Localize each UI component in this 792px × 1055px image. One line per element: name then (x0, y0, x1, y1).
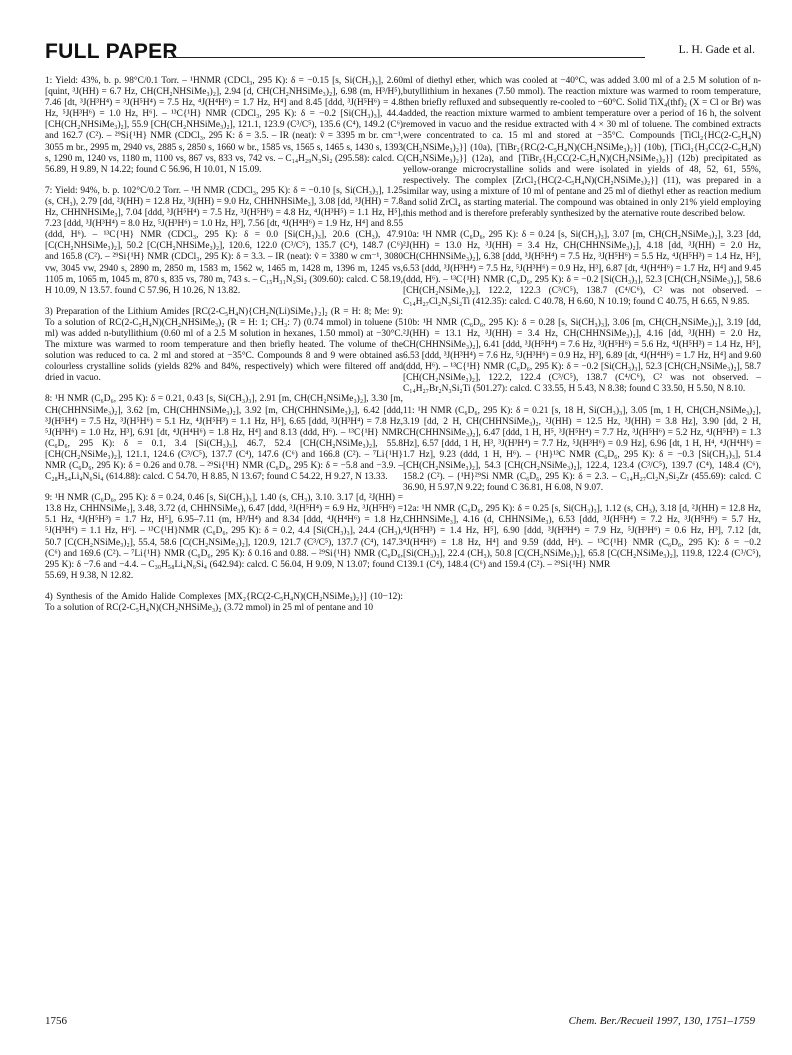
page-header (45, 36, 755, 66)
paragraph-compound-10b: 10b: ¹H NMR (C₆D₆, 295 K): δ = 0.28 [s, Si(CH₃)₃], 3.06 [m, CH(CH₂NSiMe₃)₂], 3.19 [dd, ²J(HH) = 13.1 Hz, ³J(HH) = 3.4 Hz, CH(CHHNSiMe₃)₂], 4.16 [dd, ³J(HH) = 2.0 Hz, CH(CHHNSiMe₃)₂], 6.41 [ddd, ³J(H⁵H⁴) = 7.6 Hz, ³J(H⁵H⁶) = 5.6 Hz, ⁴J(H⁵H³) = 1.4 Hz, H⁵], 6.53 [ddd, ³J(H³H⁴) = 7.6 Hz, ⁵J(H³H⁶) = 0.9 Hz, H³], 6.89 [dt, ⁴J(H⁴H⁶) = 1.7 Hz, H⁴] and 9.60 (ddd, H⁶). – ¹³C{¹H} NMR (C₆D₆, 295 K): δ = −0.2 [Si(CH₃)₃], 52.3 [CH(CH₂NSiMe₃)₂], 58.7 [CH(CH₂NSiMe₃)₂], 122.2, 122.4 (C³/C⁵), 138.7 (C⁴/C⁶), C² was not observed. – C₁₄H₂₇Br₂N₃Si₂Ti (501.27): calcd. C 33.55, H 5.43, N 8.38; found C 33.50, H 5.50, N 8.10. (403, 317, 761, 395)
paragraph-compound-10a: 10a: ¹H NMR (C₆D₆, 295 K): δ = 0.24 [s, Si(CH₃)₃], 3.07 [m, CH(CH₂NSiMe₃)₂], 3.23 [dd, ²J(HH) = 13.0 Hz, ³J(HH) = 3.4 Hz, CH(CHHNSiMe₃)₂], 4.18 [dd, ³J(HH) = 2.0 Hz, CH(CHHNSiMe₃)₂], 6.38 [ddd, ³J(H⁵H⁴) = 7.5 Hz, ³J(H⁵H⁶) = 5.5 Hz, ⁴J(H⁵H³) = 1.4 Hz, H⁵], 6.53 [ddd, ³J(H³H⁴) = 7.5 Hz, ⁵J(H³H⁶) = 0.9 Hz, H³], 6.87 [dt, ⁴J(H⁴H⁶) = 1.7 Hz, H⁴] and 9.45 (ddd, H⁶). – ¹³C{¹H} NMR (C₆D₆, 295 K): δ = −0.2 [Si(CH₃)₃], 52.3 [CH(CH₂NSiMe₃)₂], 58.6 [CH(CH₂NSiMe₃)₂], 122.2, 122.3 (C³/C⁵), 138.7 (C⁴/C⁶), C² was not observed. – C₁₄H₂₇Cl₂N₃Si₂Ti (412.35): calcd. C 40.78, H 6.60, N 10.19; found C 40.75, H 6.65, N 9.85. (403, 230, 761, 307)
page-footer (45, 1015, 755, 1029)
journal-citation: Chem. Ber./Recueil 1997, 130, 1751–1759 (568, 1015, 755, 1027)
paragraph-amido-halide: 4) Synthesis of the Amido Halide Complexes [MX₂{RC(2-C₅H₄N)(CH₂NSiMe₃)₂}] (10−12): To a solution of RC(2-C₅H₄N)(CH₂NHSiMe₃)₂ (3.72 mmol) in 25 ml of pentane and 10 (45, 591, 403, 614)
paragraph-compound-12a: 12a: ¹H NMR (C₆D₆, 295 K): δ = 0.25 [s, Si(CH₃)₃], 1.12 (s, CH₃), 3.18 [d, ²J(HH) = 12.8 Hz, CHHNSiMe₃], 4.16 (d, CHHNSiMe₃), 6.53 [ddd, ³J(H⁵H⁴) = 7.2 Hz, ³J(H⁵H⁶) = 5.7 Hz, ⁴J(H⁵H³) = 1.4 Hz, H⁵], 6.90 [ddd, ³J(H³H⁴) = 7.9 Hz, ⁵J(H³H⁶) = 0.6 Hz, H³], 7.12 [dt, ⁴J(H⁴H⁶) = 1.8 Hz, H⁴] and 9.59 (ddd, H⁶). – ¹³C{¹H} NMR (C₆D₆, 295 K): δ = −0.2 [Si(CH₃)₃], 22.4 (CH₃), 50.8 [C(CH₂NSiMe₃)₂], 65.8 [C(CH₂NSiMe₃)₂], 119.8, 122.4 (C³/C⁵), 139.1 (C⁴), 148.4 (C⁶) and 159.4 (C²). – ²⁹Si{¹H} NMR (403, 504, 761, 570)
paragraph-compound-1: 1: Yield: 43%, b. p. 98°C/0.1 Torr. – ¹HNMR (CDCl₃, 295 K): δ = −0.15 [s, Si(CH₃)₃], 2.60 [quint, ³J(HH) = 6.7 Hz, CH(CH₂NHSiMe₃)₂], 2.94 [d, CH(CH₂NHSiMe₃)₂], 6.98 (m, H³/H⁵), 7.46 [dt, ³J(H³H⁴) = ³J(H⁵H⁴) = 7.5 Hz, ⁴J(H⁴H⁶) = 1.7 Hz, H⁴] and 8.45 [ddd, ³J(H⁵H⁶) = 4.8 Hz, ⁵J(H³H⁶) = 1.0 Hz, H⁶]. – ¹³C{¹H} NMR (CDCl₃, 295 K): δ = −0.2 [Si(CH₃)₃], 44.4 [CH(CH₂NHSiMe₃)₂], 55.9 [CH(CH₂NHSiMe₃)₂], 121.1, 123.9 (C³/C⁵), 135.6 (C⁴), 149.2 (C⁶) and 162.7 (C²). – ²⁹Si{¹H} NMR (CDCl₃, 295 K: δ = 3.5. – IR (neat): ṽ = 3395 m br. cm⁻¹, 3055 m br., 2995 m, 2940 vs, 2885 s, 2850 s, 1660 w br., 1585 vs, 1565 s, 1465 s, 1430 s, 1393 s, 1290 m, 1240 vs, 1180 m, 1100 vs, 867 vs, 833 vs, 742 vs. – C₁₄H₂₉N₃Si₂ (295.58): calcd. C 56.89, H 9.89, N 14.22; found C 56.96, H 10.01, N 15.09. (45, 76, 403, 175)
header-rule (168, 57, 645, 58)
paragraph-compound-7: 7: Yield: 94%, b. p. 102°C/0.2 Torr. – ¹H NMR (CDCl₃, 295 K): δ = −0.10 [s, Si(CH₃)₃], 1.25 (s, CH₃), 2.79 [dd, ²J(HH) = 12.8 Hz, ³J(HH) = 9.0 Hz, CHHNHSiMe₃], 3.08 [dd, ³J(HH) = 7.8 Hz, CHHNHSiMe₃], 7.04 [ddd, ³J(H⁵H⁴) = 7.5 Hz, ³J(H⁵H⁶) = 4.8 Hz, ⁴J(H³H⁵) = 1.1 Hz, H⁵], 7.23 [ddd, ³J(H³H⁴) = 8.0 Hz, ⁵J(H³H⁶) = 1.0 Hz, H³], 7.56 [dt, ⁴J(H⁴H⁶) = 1.9 Hz, H⁴] and 8.55 (ddd, H⁶). – ¹³C{¹H} NMR (CDCl₃, 295 K): δ = 0.0 [Si(CH₃)₃], 20.6 (CH₃), 47.9 [C(CH₂NHSiMe₃)₂], 50.2 [C(CH₂NHSiMe₃)₂], 120.6, 122.0 (C³/C⁵), 135.7 (C⁴), 148.7 (C⁶) and 165.8 (C²). – ²⁹Si{¹H} NMR (CDCl₃, 295 K): δ = 3.3. – IR (neat): ṽ = 3380 w cm⁻¹, 3080 vw, 3045 vw, 2940 s, 2890 m, 2850 m, 1583 m, 1562 w, 1465 m, 1428 m, 1396 m, 1245 vs, 1105 m, 1065 m, 1045 m, 870 s, 835 vs, 780 m, 743 s. – C₁₅H₃₁N₃Si₂ (309.60): calcd. C 58.19, H 10.09, N 13.57. found C 57.96, H 10.26, N 13.82. (45, 185, 403, 296)
section-title: FULL PAPER (45, 40, 178, 63)
page-number: 1756 (45, 1015, 67, 1027)
paragraph-compound-8: 8: ¹H NMR (C₆D₆, 295 K): δ = 0.21, 0.43 [s, Si(CH₃)₃], 2.91 [m, CH(CH₂NSiMe₃)₂], 3.30 [m, CH(CHHNSiMe₃)₂], 3.62 [m, CH(CHHNSiMe₃)₂], 3.92 [m, CH(CHHNSiMe₃)₂], 6.42 [ddd, ³J(H⁵H⁴) = 7.5 Hz, ³J(H⁵H⁶) = 5.1 Hz, ⁴J(H⁵H³) = 1.1 Hz, H⁵], 6.65 [ddd, ³J(H³H⁴) = 7.8 Hz, ⁵J(H³H⁶) = 1.0 Hz, H³], 6.91 [dt, ⁴J(H⁴H⁶) = 1.8 Hz, H⁴] and 8.13 (ddd, H⁶). – ¹³C{¹H} NMR (C₆D₆, 295 K): δ = 0.1, 3.4 [Si(CH₃)₃], 46.7, 52.4 [CH(CH₂NSiMe₃)₂], 55.8 [CH(CH₂NSiMe₃)₂], 121.1, 124.6 (C³/C⁵), 137.7 (C⁴), 147.6 (C⁶) and 166.8 (C²). – ⁷Li{¹H} NMR (C₆D₆, 295 K): δ = 0.26 and 0.78. – ²⁹Si{¹H} NMR (C₆D₆, 295 K): δ = −5.8 and −3.9. – C₂₈H₅₄Li₄N₆Si₄ (614.88): calcd. C 54.70, H 8.85, N 13.67; found C 54.22, H 9.27, N 13.33. (45, 394, 403, 483)
paragraph-compound-11: 11: ¹H NMR (C₆D₆, 295 K): δ = 0.21 [s, 18 H, Si(CH₃)₃], 3.05 [m, 1 H, CH(CH₂NSiMe₃)₂], 3.19 [dd, 2 H, CH(CHHNSiMe₃)₂, ²J(HH) = 12.5 Hz, ³J(HH) = 3.8 Hz], 3.90 [dd, 2 H, CH(CHHNSiMe₃)₂], 6.47 [ddd, 1 H, H⁵, ³J(H⁵H⁴) = 7.7 Hz, ³J(H⁵H⁶) = 5.2 Hz, ⁴J(H⁵H³) = 1.3 Hz], 6.57 [ddd, 1 H, H³, ³J(H³H⁴) = 7.7 Hz, ⁵J(H³H⁶) = 0.9 Hz], 6.96 [dt, 1 H, H⁴, ⁴J(H⁴H⁶) = 1.7 Hz], 9.23 (ddd, 1 H, H⁶). – {¹H}¹³C NMR (C₆D₆, 295 K): δ = −0.3 [Si(CH₃)₃], 51.4 [CH(CH₂NSiMe₃)₂], 54.3 [CH(CH₂NSiMe₃)₂], 122.4, 123.4 (C³/C⁵), 139.7 (C⁴), 148.4 (C⁶), 158.2 (C²). – {¹H}²⁹Si NMR (C₆D₆, 295 K): δ = 2.3. – C₁₄H₂₇Cl₂N₃Si₂Zr (455.69): calcd. C 36.90, H 5.97,N 9.22; found C 36.81, H 6.08, N 9.07. (403, 405, 761, 494)
right-column (403, 76, 761, 581)
paragraph-amido-halide-cont: ml of diethyl ether, which was cooled at −40°C, was added 3.00 ml of a 2.5 M solution of n-butyllithium in hexanes (7.50 mmol). The reaction mixture was warmed to room temperature, then briefly refluxed and subsequently re-cooled to −60°C. Solid TiX₄(thf)₂ (X = Cl or Br) was added, the reaction mixture warmed to ambient temperature over a period of 16 h, the solvent removed in vacuo and the residue extracted with 4 × 30 ml of toluene. The combined extracts were concentrated to ca. 15 ml and stored at −35°C. Compounds [TiCl₂{HC(2-C₅H₄N)(CH₂NSiMe₃)₂}] (10a), [TiBr₂{RC(2-C₅H₄N)(CH₂NSiMe₃)₂}] (10b), [TiCl₂{H₃CC(2-C₅H₄N)(CH₂NSiMe₃)₂}] (12a), and [TiBr₂{H₃CC(2-C₅H₄N)(CH₂NSiMe₃)₂}] (12b) precipitated as yellow-orange microcrystalline solids and were isolated in yields of 48, 52, 61, 55%, respectively. The complex [ZrCl₂{HC(2-C₅H₄N)(CH₂NSiMe₃)₂}] (11), was prepared in a similar way, using a mixture of 10 ml of pentane and 25 ml of diethyl ether as reaction medium and solid ZrCl₄ as starting material. The compound was obtained in only 21% yield employing this method and is therefore preferably synthesized by the aternative route described below. (403, 76, 761, 220)
running-authors: L. H. Gade et al. (678, 44, 755, 56)
paragraph-compound-9: 9: ¹H NMR (C₆D₆, 295 K): δ = 0.24, 0.46 [s, Si(CH₃)₃], 1.40 (s, CH₃), 3.10. 3.17 [d, ²J(HH) = 13.8 Hz, CHHNSiMe₃], 3.48, 3.72 (d, CHHNSiMe₃), 6.47 [ddd, ³J(H⁵H⁴) = 6.9 Hz, ³J(H⁵H⁶) = 5.1 Hz, ⁴J(H⁵H³) = 1.7 Hz, H⁵], 6.95–7.11 (m, H³/H⁴) and 8.34 [ddd, ⁴J(H⁴H⁶) = 1.8 Hz, ⁵J(H³H⁶) = 1.1 Hz, H⁶]. – ¹³C{¹H}NMR (C₆D₆, 295 K): δ = 0.2, 4.4 [Si(CH₃)₃], 24.4 (CH₃), 50.7 [C(CH₂NSiMe₃)₂], 55.4, 58.6 [C(CH₂NSiMe₃)₂], 120.9, 121.7 (C³/C⁵), 137.7 (C⁴), 147.3 (C⁶) and 169.6 (C²). – ⁷Li{¹H} NMR (C₆D₆, 295 K): δ 0.16 and 0.88. – ²⁹Si{¹H} NMR (C₆D₆, 295 K): δ −7.6 and −4.4. – C₃₀H₅₈Li₄N₆Si₄ (642.94): calcd. C 56.04, H 9.09, N 13.07; found C 55.69, H 9.38, N 12.82. (45, 493, 403, 581)
paragraph-lithium-amides: 3) Preparation of the Lithium Amides [RC(2-C₅H₄N){CH₂N(Li)SiMe₃}₂]₂ (R = H: 8; Me: 9): To a solution of RC(2-C₅H₄N)(CH₂NHSiMe₃)₂ (R = H: 1; CH₃: 7) (0.74 mmol) in toluene (5 ml) was added n-butyllithium (0.60 ml of a 2.5 M solution in hexanes, 1.50 mmol) at −30°C. The mixture was warmed to room temperature and then briefly heated. The volume of the solution was reduced to ca. 2 ml and stored at −35°C. Compounds 8 and 9 were obtained as colourless crystalline solids (yields 82% and 84%, respectively) which were filtered off and dried in vacuo. (45, 306, 403, 384)
left-column (45, 76, 403, 624)
